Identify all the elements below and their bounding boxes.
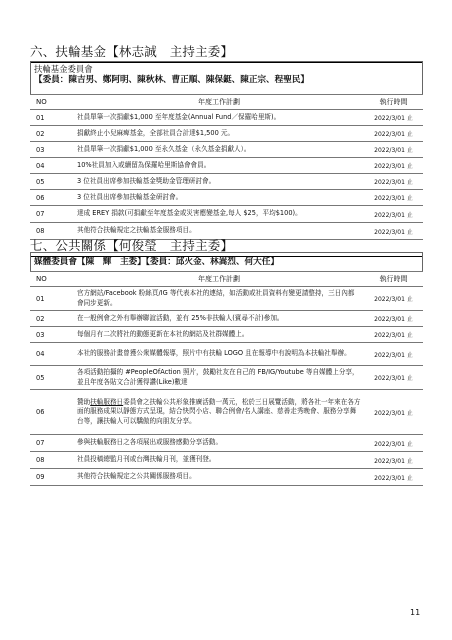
- table-row: [30, 142, 423, 158]
- row-date: 2022/3/01 止: [364, 126, 423, 142]
- table-row: [30, 287, 423, 311]
- header-plan: 年度工作計劃: [74, 272, 364, 287]
- row-no: 05: [30, 366, 74, 390]
- row-no: 04: [30, 343, 74, 366]
- row-plan: 社員單筆一次捐獻$1,000 至年度基金(Annual Fund／保羅哈里斯)。: [74, 110, 364, 126]
- header-no: NO: [30, 95, 74, 110]
- row-date: 2022/3/01 止: [364, 452, 423, 469]
- row-date: 2022/3/01 止: [364, 142, 423, 158]
- row-plan: 其他符合扶輪規定之扶輪基金服務項目。: [74, 223, 364, 240]
- table-row: [30, 311, 423, 327]
- table-row: [30, 327, 423, 343]
- section-title-public-relations: 七、公共關係【何俊瑩 主持主委】: [30, 236, 423, 257]
- table-row: [30, 366, 423, 390]
- row-plan: 達成 EREY 捐款(可捐獻至年度基金或災害應變基金,每人 $25，平均$100)。: [74, 206, 364, 223]
- row-date: 2022/3/01 止: [364, 390, 423, 435]
- row-date: 2022/3/01 止: [364, 174, 423, 190]
- table-row: [30, 435, 423, 452]
- table-header-row: [30, 95, 423, 110]
- row-no: 08: [30, 452, 74, 469]
- row-no: 08: [30, 223, 74, 240]
- header-no: NO: [30, 272, 74, 287]
- row-date: 2022/3/01 止: [364, 366, 423, 390]
- row-no: 07: [30, 206, 74, 223]
- row-plan: 每個月有二次將社的動態更新在本社的網站及社群媒體上。: [74, 327, 364, 343]
- row-plan: 3 位社員出席參加扶輪基金研討會。: [74, 190, 364, 206]
- row-plan: 參與扶輪服務日之各項展出或服務感動分享活動。: [74, 435, 364, 452]
- header-plan: 年度工作計劃: [74, 95, 364, 110]
- table-row: [30, 452, 423, 469]
- table-row: [30, 174, 423, 190]
- row-no: 03: [30, 327, 74, 343]
- header-date: 執行時間: [364, 95, 423, 110]
- committee-box-foundation: [30, 61, 423, 94]
- table-row: [30, 110, 423, 126]
- row-plan: 官方網站/Facebook 粉絲頁/IG 等代表本社的連結，如活動或社員資料有變更請整持，三日內都會同步更新。: [74, 287, 364, 311]
- row-plan: 本社的服務計畫曾獲公衆媒體報導，照片中有扶輪 LOGO 且在報導中有說明為本扶輪社舉辦。: [74, 343, 364, 366]
- table-row: [30, 469, 423, 486]
- row-date: 2022/3/01 止: [364, 327, 423, 343]
- header-date: 執行時間: [364, 272, 423, 287]
- row-no: 06: [30, 390, 74, 435]
- row-plan: 10%社員加入或續留為保羅哈里斯協會會員。: [74, 158, 364, 174]
- row-plan: 在一般例會之外有舉辦聯誼活動，並有 25%非扶輪人(賓尋不計)參加。: [74, 311, 364, 327]
- table-row: [30, 190, 423, 206]
- row-no: 05: [30, 174, 74, 190]
- row-no: 06: [30, 190, 74, 206]
- row-date: 2022/3/01 止: [364, 469, 423, 486]
- row-plan: 其他符合扶輪規定之公共關係服務項目。: [74, 469, 364, 486]
- row-no: 01: [30, 110, 74, 126]
- table-header-row: [30, 272, 423, 287]
- table-row: [30, 158, 423, 174]
- table-row: [30, 206, 423, 223]
- row-date: 2022/3/01 止: [364, 190, 423, 206]
- row-plan: 贊助扶輪服務日委員會之扶輪公共形象推廣活動一萬元，松於三日展覽活動，將各社一年來在各方面的服務成果以靜態方式呈現，結合快閃小店、聯合例會/名人講座、慈善走秀晚會、服務分享舞台等，讓扶輪人可以驕傲的向朋友分享。: [74, 390, 364, 435]
- table-row: [30, 343, 423, 366]
- section-title-rotary-foundation: 六、扶輪基金【林志誠 主持主委】: [30, 42, 423, 63]
- row-date: 2022/3/01 止: [364, 110, 423, 126]
- committee-name: 扶輪基金委員會: [34, 64, 93, 74]
- row-date: 2022/3/01 止: [364, 311, 423, 327]
- row-date: 2022/3/01 止: [364, 206, 423, 223]
- row-plan: 社員單筆一次捐獻$1,000 至永久基金（永久基金捐獻人）。: [74, 142, 364, 158]
- committee-line: 媒體委員會【陳 輝 主委】【委員：邱火金、林嵩烈、何大任】: [34, 257, 279, 267]
- committee-box-media: [30, 252, 423, 271]
- table-row: [30, 126, 423, 142]
- row-no: 02: [30, 311, 74, 327]
- committee-members: 【委員：陳吉男、鄭阿明、陳秋林、曹正順、陳保鋌、陳正宗、程聖民】: [34, 75, 310, 85]
- row-date: 2022/3/01 止: [364, 287, 423, 311]
- row-no: 09: [30, 469, 74, 486]
- row-plan: 捐獻終止小兒麻痺基金，全部社員合計達$1,500 元。: [74, 126, 364, 142]
- row-plan: 各項活動拍攝的 #PeopleOfAction 照片，鼓勵社友在自己的 FB/IG/Youtube 等自媒體上分享，並且年度各貼文合計獲得讚(Like)數達: [74, 366, 364, 390]
- page-number: 11: [410, 608, 421, 617]
- row-date: 2022/3/01 止: [364, 223, 423, 240]
- row-date: 2022/3/01 止: [364, 435, 423, 452]
- row-no: 01: [30, 287, 74, 311]
- table-row: [30, 390, 423, 435]
- row-plan: 3 位社員出席參加扶輪基金獎助金管理研討會。: [74, 174, 364, 190]
- row-no: 04: [30, 158, 74, 174]
- public-relations-plan-table: [30, 271, 423, 486]
- row-no: 03: [30, 142, 74, 158]
- row-no: 02: [30, 126, 74, 142]
- row-date: 2022/3/01 止: [364, 343, 423, 366]
- row-plan: 社員投稿總監月刊或台灣扶輪月刊，並獲刊登。: [74, 452, 364, 469]
- row-no: 07: [30, 435, 74, 452]
- row-date: 2022/3/01 止: [364, 158, 423, 174]
- foundation-plan-table: [30, 94, 423, 240]
